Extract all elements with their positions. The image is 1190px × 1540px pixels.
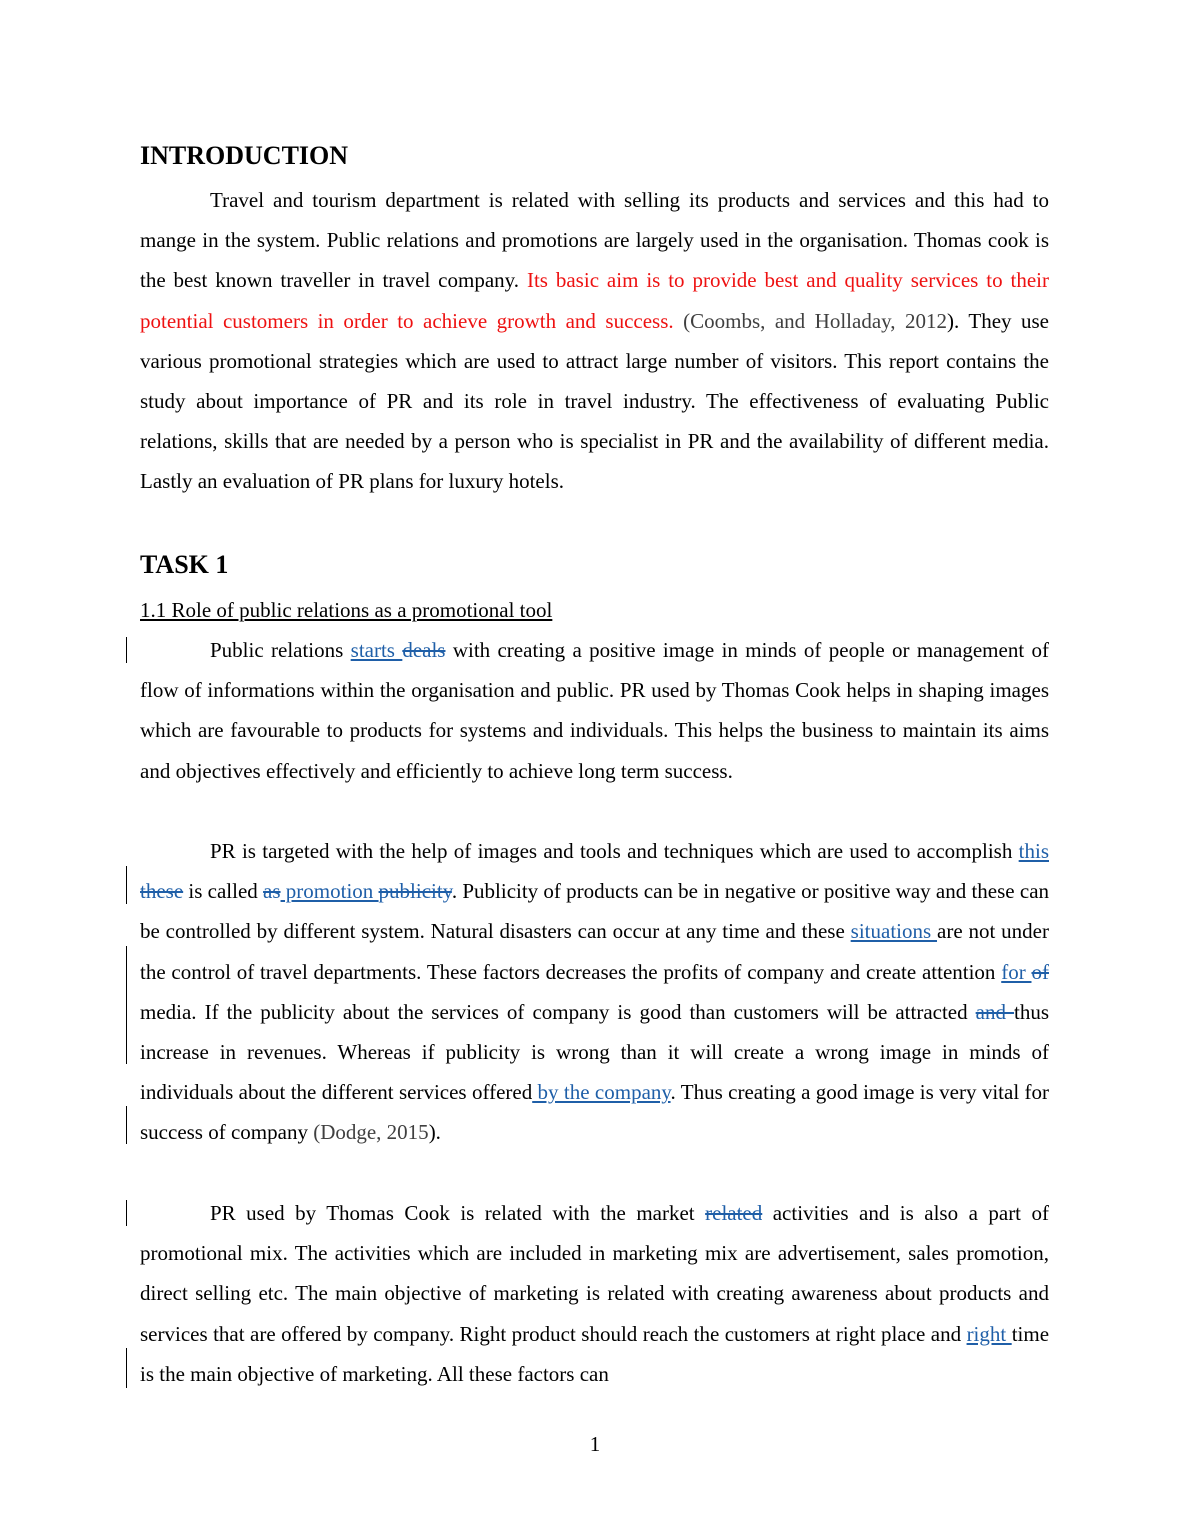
tracked-insertion[interactable]: situations xyxy=(850,919,938,944)
paragraph-role-of-pr xyxy=(140,630,1049,791)
text-run: . Publicity of products can be in negative or positive way and these can be controlled by different system. Natural disasters can occur at any time and these xyxy=(140,879,1050,944)
text-run: . Thus creating a good image is very vital for success of company xyxy=(140,1080,1049,1145)
tracked-deletion[interactable]: these xyxy=(140,879,184,904)
tracked-deletion[interactable]: and xyxy=(975,999,1014,1024)
text-run: with creating a positive image in minds of people or management of flow of informations within the organisation and public. PR used by Thomas Cook helps in shaping images which are favourable to products for systems and individuals. This helps the business to maintain its aims and objectives effectively and efficiently to achieve long term success. xyxy=(140,638,1050,783)
tracked-deletion[interactable]: publicity xyxy=(378,879,452,904)
tracked-insertion[interactable]: promotion xyxy=(280,879,379,904)
change-bar xyxy=(126,1348,127,1388)
text-run: PR is targeted with the help of images and tools and techniques which are used to accomplish xyxy=(210,839,1019,863)
paragraph-marketing-mix xyxy=(140,1193,1049,1394)
text-run: Public relations xyxy=(210,638,351,662)
tracked-deletion[interactable]: deals xyxy=(402,638,446,662)
text-run: ). xyxy=(428,1120,441,1145)
tracked-insertion[interactable]: right xyxy=(966,1321,1012,1346)
tracked-insertion[interactable]: this xyxy=(1018,839,1049,863)
text-run: activities and is also a part of promotional mix. The activities which are included in marketing mix are advertisement, sales promotion, direct selling etc. The main objective of marketing is related with creating awareness about products and services that are offered by company. Right product should reach the customers at right place and xyxy=(140,1201,1049,1346)
section-subheading: 1.1 Role of public relations as a promotional tool xyxy=(140,598,553,622)
text-run: time is the main objective of marketing. All these factors can xyxy=(140,1321,1050,1386)
intro-paragraph xyxy=(140,180,1049,502)
change-bar xyxy=(126,1106,127,1144)
text-run: media. If the publicity about the services of company is good than customers will be attracted xyxy=(140,999,976,1024)
citation: (Coombs, and Holladay, 2012 xyxy=(673,308,948,333)
paragraph-publicity xyxy=(140,831,1049,1153)
tracked-insertion[interactable]: for xyxy=(1001,959,1032,984)
text-run: thus increase in revenues. Whereas if publicity is wrong than it will create a wrong image in minds of individuals about the different services offered xyxy=(140,999,1049,1105)
text-run: are not under the control of travel departments. These factors decreases the profits of company and create attention xyxy=(140,919,1049,984)
text-run: is called xyxy=(183,879,264,904)
change-bar xyxy=(126,637,127,663)
introduction-heading: INTRODUCTION xyxy=(140,141,349,170)
tracked-deletion[interactable]: of xyxy=(1031,959,1049,984)
change-bar xyxy=(126,1200,127,1226)
citation: (Dodge, 2015 xyxy=(313,1120,429,1145)
text-run: PR used by Thomas Cook is related with the market xyxy=(210,1201,706,1225)
tracked-deletion[interactable]: as xyxy=(263,879,281,904)
intro-text-continued: ). They use various promotional strategies which are used to attract large number of visitors. This report contains the study about importance of PR and its role in travel industry. The effectiveness of evaluating Public relations, skills that are needed by a person who is specialist in PR and the availability of different media. Lastly an evaluation of PR plans for luxury hotels. xyxy=(140,308,1049,494)
tracked-insertion[interactable]: starts xyxy=(350,638,403,662)
change-bar xyxy=(126,866,127,904)
tracked-insertion[interactable]: by the company xyxy=(532,1080,671,1105)
highlighted-sentence: Its basic aim is to provide best and quality services to their potential customers in order to achieve growth and success. xyxy=(140,268,1049,333)
tracked-deletion[interactable]: related xyxy=(705,1201,763,1225)
change-bar xyxy=(126,946,127,1064)
intro-text: Travel and tourism department is related with selling its products and services and this had to mange in the system. Public relations and promotions are largely used in the organisation. Thomas cook is the best known traveller in travel company. xyxy=(140,188,1049,293)
task-heading: TASK 1 xyxy=(140,550,229,579)
page-number: 1 xyxy=(589,1432,601,1456)
